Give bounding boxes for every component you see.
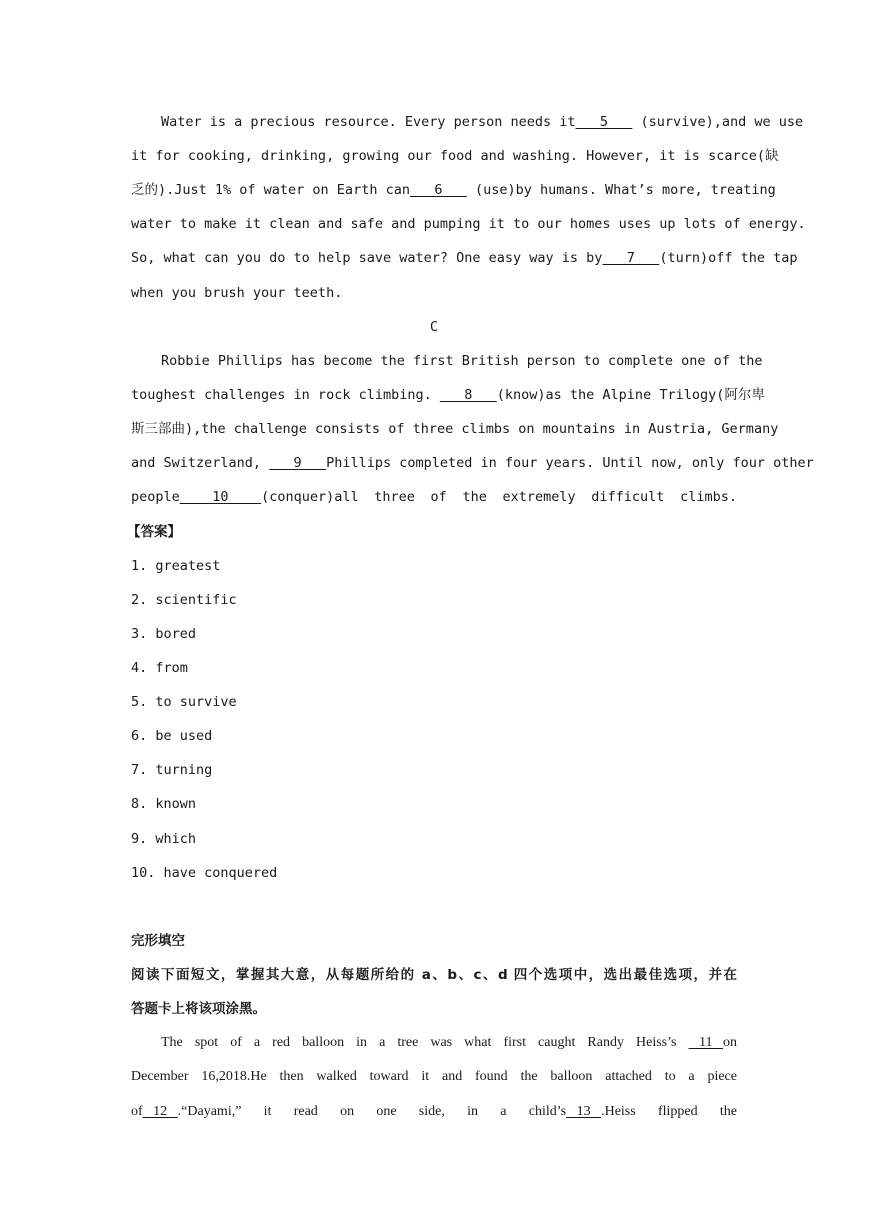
text-run: and Switzerland, <box>131 455 270 471</box>
text-run: .“Dayami,” it read on one side, in a child’s <box>177 1104 567 1119</box>
section-c-line-4 <box>131 453 814 473</box>
section-c-line-3: 斯三部曲),the challenge consists of three climbs on mountains in Austria, Germany <box>131 421 779 437</box>
passage-b-line-2: it for cooking, drinking, growing our food and washing. However, it is scarce(缺 <box>131 148 779 164</box>
blank-13: 13 <box>566 1104 602 1119</box>
cloze-title: 完形填空 <box>131 933 185 949</box>
text-run: (conquer)all three of the extremely difficult climbs. <box>261 489 737 505</box>
passage-b-line-6: when you brush your teeth. <box>131 285 343 301</box>
blank-6: 6 <box>409 182 467 198</box>
text-run: Water is a precious resource. Every person needs it <box>161 114 576 130</box>
blank-9: 9 <box>269 455 327 471</box>
text-run: So, what can you do to help save water? One easy way is by <box>131 250 603 266</box>
answer-item: 10. have conquered <box>131 865 278 881</box>
section-c-line-2 <box>131 385 765 405</box>
answers-heading: 【答案】 <box>127 524 181 540</box>
text-run: 乏的).Just 1% of water on Earth can <box>131 182 410 198</box>
section-c-line-1: Robbie Phillips has become the first British person to complete one of the <box>161 353 763 369</box>
answer-item: 5. to survive <box>131 694 237 710</box>
blank-5: 5 <box>575 114 633 130</box>
cloze-line-3 <box>131 1102 737 1122</box>
text-run: (know)as the Alpine Trilogy(阿尔卑 <box>496 387 765 403</box>
blank-8: 8 <box>439 387 497 403</box>
cloze-line-2: December 16,2018.He then walked toward it and found the balloon attached to a piece <box>131 1069 737 1084</box>
answer-item: 1. greatest <box>131 558 221 574</box>
passage-b-line-1 <box>161 112 804 132</box>
text-run: toughest challenges in rock climbing. <box>131 387 440 403</box>
blank-12: 12 <box>142 1104 178 1119</box>
passage-b-line-5 <box>131 248 798 268</box>
section-c-line-5 <box>131 487 737 507</box>
answer-item: 4. from <box>131 660 188 676</box>
section-c-heading: C <box>429 319 439 335</box>
cloze-line-1 <box>161 1033 737 1053</box>
blank-10: 10 <box>179 489 262 505</box>
answer-item: 8. known <box>131 796 197 812</box>
text-run: on <box>723 1035 737 1050</box>
answer-item: 3. bored <box>131 626 197 642</box>
text-run: .Heiss flipped the <box>601 1104 737 1119</box>
text-run: (turn)off the tap <box>659 250 798 266</box>
blank-7: 7 <box>602 250 660 266</box>
answer-item: 7. turning <box>131 762 213 778</box>
answer-item: 6. be used <box>131 728 213 744</box>
answer-item: 9. which <box>131 831 197 847</box>
passage-b-line-3 <box>131 180 776 200</box>
text-run: Phillips completed in four years. Until now, only four other <box>326 455 814 471</box>
text-run: (use)by humans. What’s more, treating <box>466 182 776 198</box>
text-run: of <box>131 1104 143 1119</box>
text-run: (survive),and we use <box>632 114 804 130</box>
blank-11: 11 <box>688 1035 723 1050</box>
cloze-instruction-line-2: 答题卡上将该项涂黑。 <box>131 1001 266 1017</box>
cloze-instruction-line-1: 阅读下面短文，掌握其大意，从每题所给的 a、b、c、d 四个选项中，选出最佳选项，并在 <box>131 967 737 983</box>
answer-item: 2. scientific <box>131 592 237 608</box>
text-run: people <box>131 489 180 505</box>
text-run: The spot of a red balloon in a tree was what first caught Randy Heiss’s <box>161 1035 689 1050</box>
passage-b-line-4: water to make it clean and safe and pumping it to our homes uses up lots of energy. <box>131 216 806 232</box>
